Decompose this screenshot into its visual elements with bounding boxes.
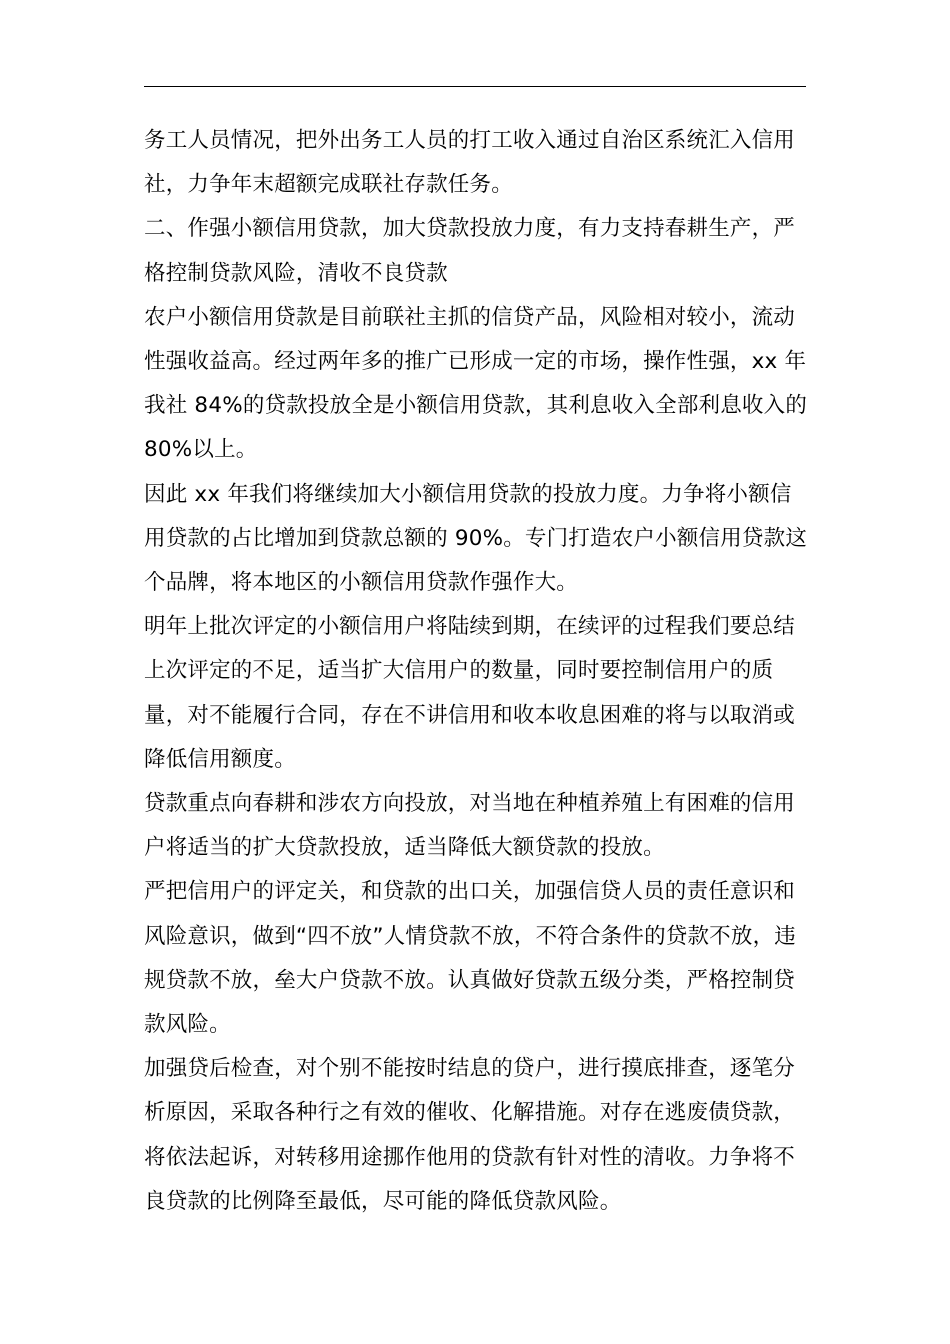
paragraph-5: 明年上批次评定的小额信用户将陆续到期，在续评的过程我们要总结上次评定的不足，适当扩大信用户的数量，同时要控制信用户的质量，对不能履行合同，存在不讲信用和收本收息困难的将与以取消或降低信用额度。	[144, 614, 796, 772]
paragraph-3: 农户小额信用贷款是目前联社主抓的信贷产品，风险相对较小，流动性强收益高。经过两年多的推广已形成一定的市场，操作性强，xx 年我社 84%的贷款投放全是小额信用贷款，其利息收入全部利息收入的 80%以上。	[144, 304, 808, 463]
header-rule	[144, 86, 806, 87]
paragraph-2: 二、作强小额信用贷款，加大贷款投放力度，有力支持春耕生产，严格控制贷款风险，清收不良贷款	[144, 216, 796, 286]
body-text	[144, 119, 812, 1224]
paragraph-7: 严把信用户的评定关，和贷款的出口关，加强信贷人员的责任意识和风险意识，做到“四不放”人情贷款不放，不符合条件的贷款不放，违规贷款不放，垒大户贷款不放。认真做好贷款五级分类，严格控制贷款风险。	[144, 879, 796, 1038]
paragraph-6: 贷款重点向春耕和涉农方向投放，对当地在种植养殖上有困难的信用户将适当的扩大贷款投放，适当降低大额贷款的投放。	[144, 791, 796, 861]
paragraph-1: 务工人员情况，把外出务工人员的打工收入通过自治区系统汇入信用社，力争年末超额完成联社存款任务。	[144, 128, 796, 198]
paragraph-8: 加强贷后检查，对个别不能按时结息的贷户，进行摸底排查，逐笔分析原因，采取各种行之有效的催收、化解措施。对存在逃废债贷款，将依法起诉，对转移用途挪作他用的贷款有针对性的清收。力争将不良贷款的比例降至最低，尽可能的降低贷款风险。	[144, 1056, 796, 1214]
paragraph-4: 因此 xx 年我们将继续加大小额信用贷款的投放力度。力争将小额信用贷款的占比增加到贷款总额的 90%。专门打造农户小额信用贷款这个品牌，将本地区的小额信用贷款作强作大。	[144, 481, 808, 596]
